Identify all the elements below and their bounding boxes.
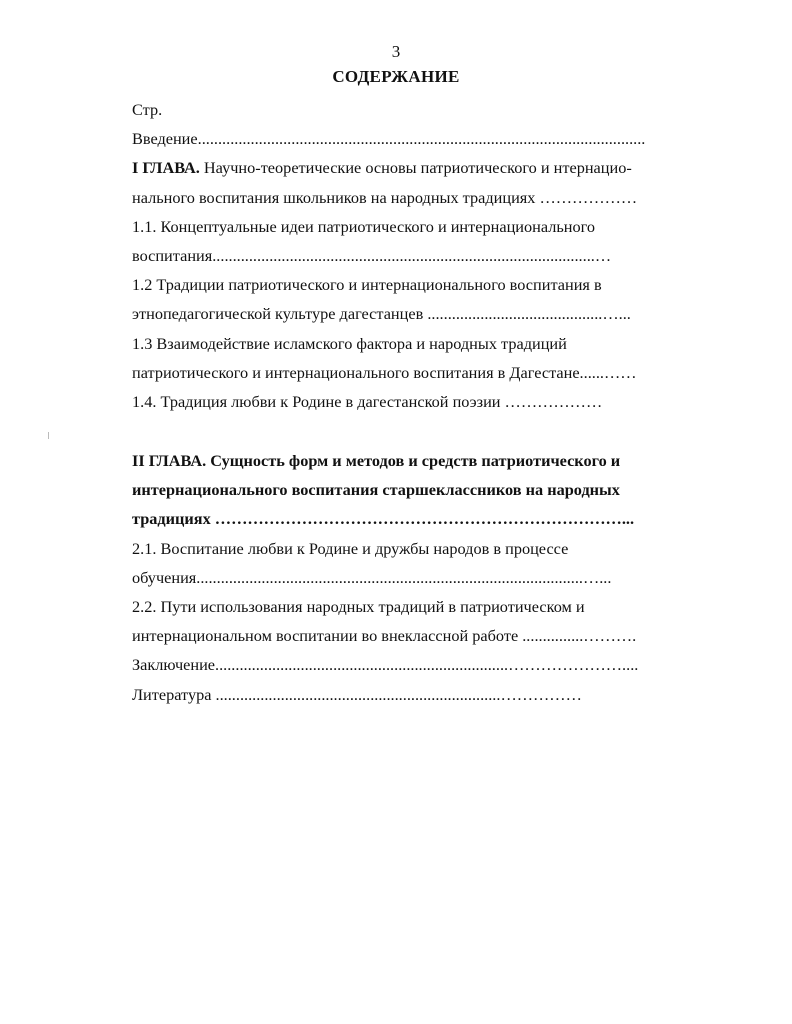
toc-chapter1-heading[interactable] [132,153,680,182]
toc-item-2-2-cont[interactable]: интернациональном воспитании во внеклассной работе ...............………. [132,626,637,646]
chapter-gap [132,416,680,446]
page-number: 3 [391,42,401,61]
toc-chapter2-heading-cont[interactable]: интернационального воспитания старшеклассников на народных [132,480,620,500]
toc-chapter2-heading-end[interactable]: традициях …………………………………………………………………... [132,509,635,529]
toc-item-2-1-cont[interactable]: обучения...............................................................................................…... [132,567,612,587]
toc-conclusion[interactable]: Заключение........................................................................………………….... [132,655,639,675]
toc-literature[interactable]: Литература ......................................................................…………… [132,684,582,704]
table-of-contents [132,95,680,709]
toc-item-1-2-cont[interactable]: этнопедагогической культуре дагестанцев ...........................................…... [132,304,631,324]
toc-item-2-2[interactable]: 2.2. Пути использования народных традиций в патриотическом и [132,597,585,616]
toc-item-1-1[interactable]: 1.1. Концептуальные идеи патриотического и интернационального [132,216,596,236]
toc-item-1-4[interactable]: 1.4. Традиция любви к Родине в дагестанской поэзии ……………… [132,391,603,411]
toc-item-1-2[interactable]: 1.2 Традиции патриотического и интернационального воспитания в [132,275,602,295]
toc-item-1-1-cont[interactable]: воспитания..............................................................................................… [132,245,612,265]
toc-item-1-3[interactable]: 1.3 Взаимодействие исламского фактора и народных традиций [132,333,567,353]
toc-introduction[interactable]: Введение.............................................................................................................. [132,129,646,149]
page-title: СОДЕРЖАНИЕ [332,67,460,86]
toc-chapter2-heading[interactable]: II ГЛАВА. Сущность форм и методов и средств патриотического и [132,451,621,471]
chapter1-label: I ГЛАВА. [132,158,200,178]
toc-item-1-3-cont[interactable]: патриотического и интернационального воспитания в Дагестане......…… [132,362,637,382]
scan-mark [48,432,49,439]
toc-item-2-1[interactable]: 2.1. Воспитание любви к Родине и дружбы народов в процессе [132,538,569,558]
toc-chapter1-heading-cont[interactable]: нального воспитания школьников на народных традициях ……………… [132,187,638,207]
chapter1-title-part1: Научно-теоретические основы патриотического и нтернацио- [199,158,632,178]
toc-page-header: Стр. [132,100,163,119]
